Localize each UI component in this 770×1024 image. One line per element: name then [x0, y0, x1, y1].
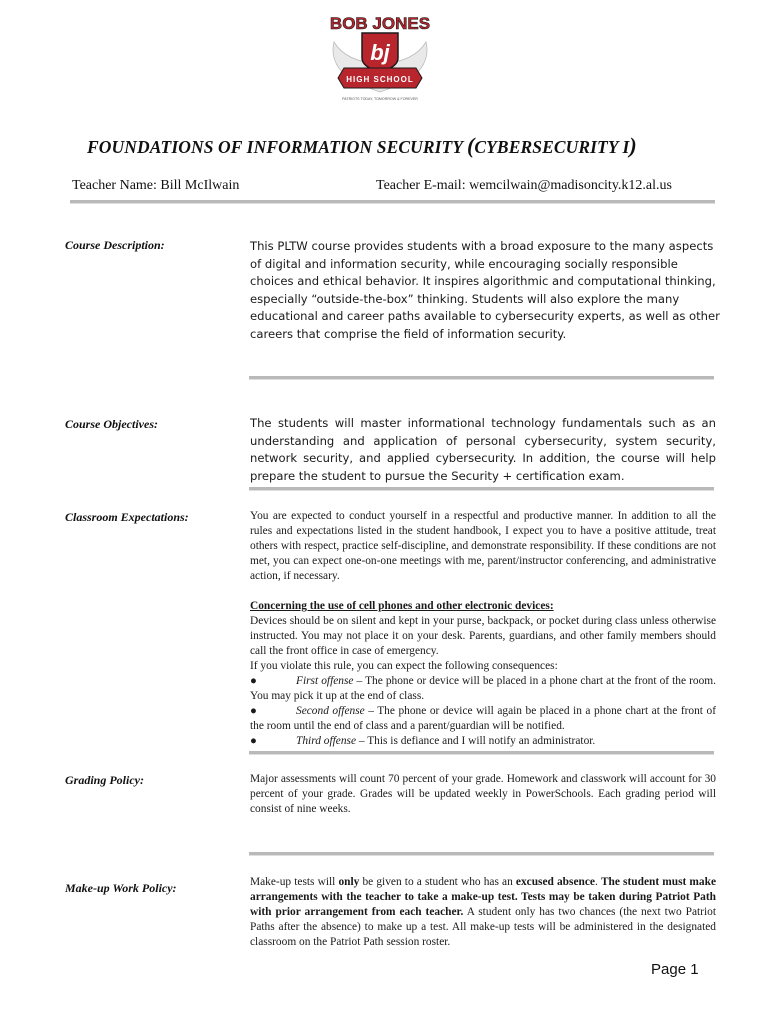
- consequence-item: [250, 674, 716, 704]
- consequence-offense: Third offense: [296, 735, 357, 747]
- label-classroom-expectations: Classroom Expectations:: [65, 510, 189, 524]
- consequence-item: [250, 704, 716, 734]
- logo-school-name: BOB JONES: [329, 14, 431, 33]
- consequence-offense: Second offense: [296, 705, 365, 717]
- logo-monogram: bj: [370, 40, 390, 65]
- divider-objectives: [249, 487, 714, 491]
- title-inner: CYBERSECURITY I: [474, 137, 630, 157]
- grading-policy-text: Major assessments will count 70 percent of your grade. Homework and classwork will account for 30 percent of your grade. Grades will be updated weekly in PowerSchools. Each grading period will consist of nine weeks.: [250, 773, 716, 815]
- course-description-text: This PLTW course provides students with a broad exposure to the many aspects of digital and information security, while encouraging socially responsible choices and ethical behavior. It inspires algorithmic and computational thinking, especially “outside-the-box” thinking. Students will also explore the many educational and career paths available to cybersecurity experts, as well as other careers that comprise the field of information security.: [250, 239, 720, 341]
- label-course-objectives: Course Objectives:: [65, 417, 158, 431]
- title-main: FOUNDATIONS OF INFORMATION SECURITY: [87, 137, 467, 157]
- makeup-text-1: Make-up tests will: [250, 876, 339, 888]
- logo-tagline: PATRIOTS TODAY, TOMORROW & FOREVER: [342, 97, 418, 101]
- title-paren-close: ): [629, 133, 637, 158]
- school-crest-graphic: [318, 12, 442, 104]
- label-makeup-policy: Make-up Work Policy:: [65, 881, 177, 895]
- divider-grading: [249, 852, 714, 856]
- teacher-email: Teacher E-mail: wemcilwain@madisoncity.k12.al.us: [376, 178, 672, 193]
- consequence-text: – The phone or device will be placed in a phone chart at the front of the room. You may pick it up at the end of class.: [250, 675, 717, 702]
- school-logo: [318, 12, 442, 104]
- divider-header: [70, 200, 715, 204]
- consequence-item: [250, 734, 716, 749]
- bullet-dot: ●: [250, 705, 257, 717]
- divider-expectations: [249, 751, 714, 755]
- consequence-text: – The phone or device will again be placed in a phone chart at the front of the room until the end of class and a parent/guardian will be notified.: [250, 705, 716, 732]
- cell-phone-text: Devices should be on silent and kept in your purse, backpack, or pocket during class unless otherwise instructed. You may not place it on your desk. Parents, guardians, and other family members should call the front office in case of emergency.: [250, 615, 716, 657]
- cell-phone-policy: [250, 599, 716, 749]
- logo-banner-text: HIGH SCHOOL: [346, 75, 414, 84]
- label-course-description: Course Description:: [65, 238, 165, 252]
- divider-description: [249, 376, 714, 380]
- makeup-text-5: .: [594, 876, 601, 888]
- makeup-text-only: only: [338, 876, 360, 888]
- bullet-dot: ●: [250, 735, 257, 747]
- consequence-offense: First offense: [296, 675, 354, 687]
- bullet-dot: ●: [250, 675, 257, 687]
- makeup-text-excused: excused absence: [515, 876, 595, 888]
- cell-phone-heading: Concerning the use of cell phones and other electronic devices:: [250, 600, 554, 612]
- teacher-info-row: [72, 178, 712, 198]
- classroom-expectations-text: You are expected to conduct yourself in a respectful and productive manner. In addition to all the rules and expectations listed in the student handbook, I expect you to have a positive attitude, treat others with respect, practice self-discipline, and demonstrate responsibility. If these conditions are not met, you can expect one-on-one meetings with me, parent/instructor conferencing, and administrative action, if necessary.: [250, 510, 716, 582]
- course-objectives-text: The students will master informational technology fundamentals such as an understanding and application of personal cybersecurity, system security, network security, and applied cybersecurity. In addition, the course will help prepare the student to pursue the Security + certification exam.: [250, 416, 716, 483]
- document-title: [87, 133, 727, 159]
- makeup-text-arrangements: The student must make arrangements with the teacher to take a make-up test. Tests may be taken during Patriot Path with prior arrangement from each teacher.: [250, 876, 716, 918]
- title-paren-open: (: [466, 133, 475, 158]
- consequence-text: – This is defiance and I will notify an administrator.: [356, 735, 596, 747]
- page-number: Page 1: [651, 961, 699, 978]
- makeup-text-3: be given to a student who has an: [359, 876, 516, 888]
- label-grading-policy: Grading Policy:: [65, 773, 144, 787]
- teacher-name: Teacher Name: Bill McIlwain: [72, 178, 240, 193]
- makeup-text-7: A student only has two chances (the next two Patriot Paths after the absence) to make up a test. All make-up tests will be administered in the designated classroom on the Patriot Path session roster.: [250, 906, 716, 948]
- makeup-policy-text: [250, 875, 716, 950]
- consequences-intro: If you violate this rule, you can expect the following consequences:: [250, 660, 558, 672]
